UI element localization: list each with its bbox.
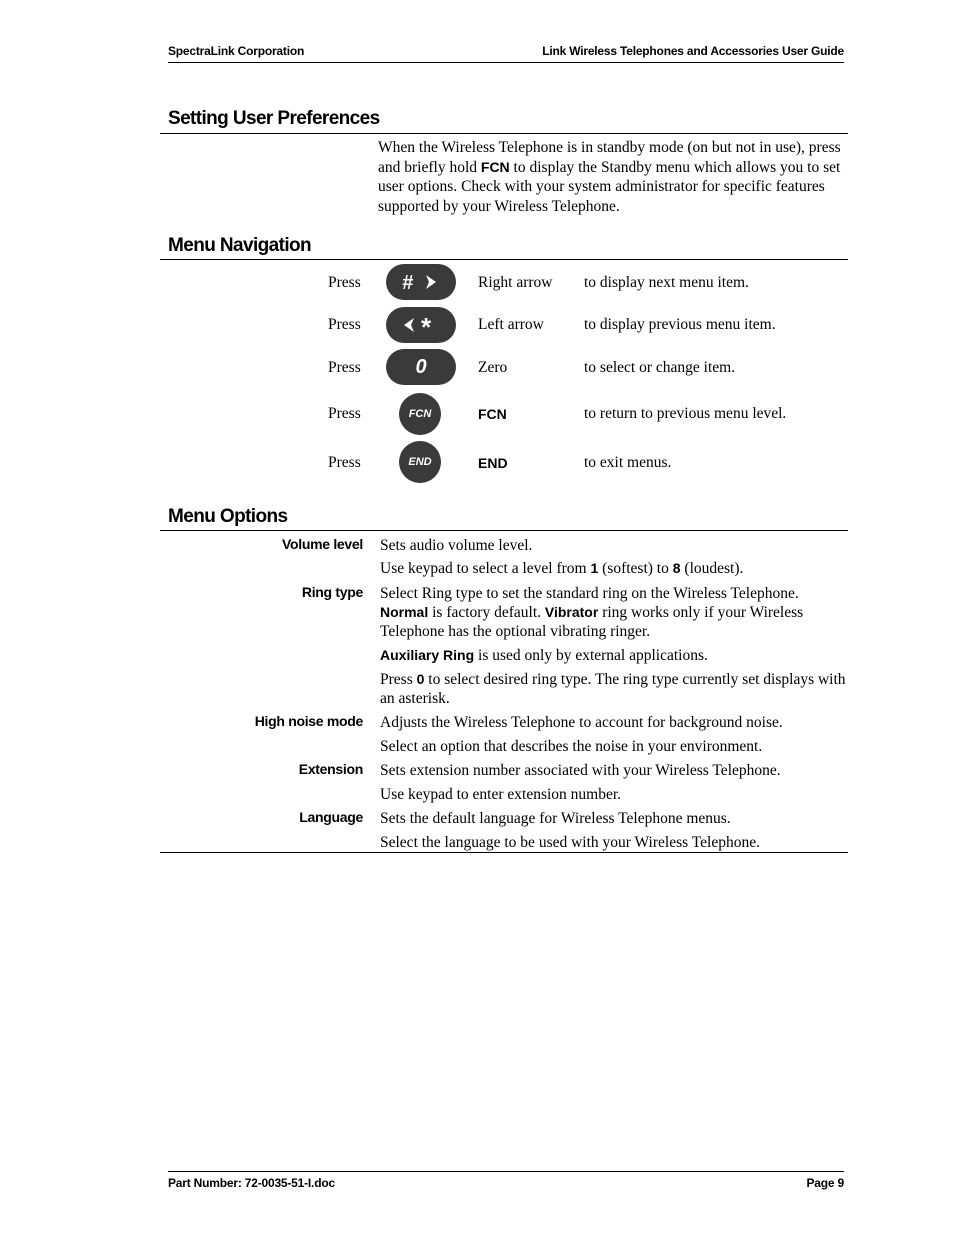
header-company: SpectraLink Corporation [168, 44, 305, 58]
end-key-icon: END [399, 441, 441, 483]
star-left-arrow-key-icon [386, 307, 456, 343]
key-name: FCN [478, 406, 507, 422]
option-label-language: Language [299, 809, 363, 825]
section-rule [160, 259, 848, 260]
press-label: Press [328, 454, 361, 471]
table-bottom-rule [160, 852, 848, 853]
zero-key-icon: 0 [386, 349, 456, 385]
option-text-noise-2: Select an option that describes the noise in your environment. [380, 738, 763, 755]
press-label: Press [328, 316, 361, 333]
key-name: END [478, 455, 508, 471]
hash-right-arrow-key-icon [386, 264, 456, 300]
option-text-volume-1: Sets audio volume level. [380, 537, 533, 554]
option-text-extension-2: Use keypad to enter extension number. [380, 786, 622, 803]
option-text-extension-1: Sets extension number associated with your Wireless Telephone. [380, 762, 781, 779]
hash-glyph: # [402, 272, 414, 294]
section-rule [160, 133, 848, 134]
page-header [168, 44, 844, 63]
footer-page-number: Page 9 [806, 1176, 844, 1190]
intro-paragraph: When the Wireless Telephone is in standby mode (on but not in use), press and briefly hold FCN to display the Standby menu which allows you to set user options. Check with your system administrator for specific features supported by your Wireless Telephone. [378, 139, 841, 215]
page-footer [168, 1171, 844, 1192]
section-rule [160, 530, 848, 531]
section-title-menu-options: Menu Options [168, 506, 288, 527]
star-glyph: * [421, 312, 432, 339]
section-title-menu-navigation: Menu Navigation [168, 235, 312, 256]
section-title-user-preferences: Setting User Preferences [168, 108, 380, 129]
option-label-volume: Volume level [282, 536, 363, 552]
press-label: Press [328, 274, 361, 291]
option-text-ring-3: Press 0 to select desired ring type. The ring type currently set displays with an asterisk. [380, 671, 846, 707]
press-label: Press [328, 359, 361, 376]
key-name: Left arrow [478, 316, 544, 333]
key-name: Zero [478, 359, 508, 376]
key-description: to select or change item. [584, 359, 736, 376]
header-guide-title: Link Wireless Telephones and Accessories User Guide [542, 44, 844, 58]
option-text-ring-1: Select Ring type to set the standard ring on the Wireless Telephone. Normal is factory default. Vibrator ring works only if your Wireless Telephone has the optional vibrating ringer. [380, 585, 804, 640]
fcn-key-icon: FCN [399, 393, 441, 435]
option-label-ring: Ring type [301, 584, 363, 600]
footer-part-number: Part Number: 72-0035-51-I.doc [168, 1176, 335, 1190]
option-text-language-2: Select the language to be used with your Wireless Telephone. [380, 834, 760, 851]
option-text-volume-2: Use keypad to select a level from 1 (softest) to 8 (loudest). [380, 560, 744, 577]
press-label: Press [328, 405, 361, 422]
option-label-extension: Extension [298, 761, 363, 777]
key-description: to exit menus. [584, 454, 672, 471]
key-name: Right arrow [478, 274, 553, 291]
fcn-key-text: FCN [480, 158, 510, 175]
option-text-ring-2: Auxiliary Ring is used only by external applications. [380, 647, 708, 664]
key-description: to return to previous menu level. [584, 405, 787, 422]
option-text-language-1: Sets the default language for Wireless Telephone menus. [380, 810, 731, 827]
option-text-noise-1: Adjusts the Wireless Telephone to account for background noise. [380, 714, 783, 731]
key-description: to display next menu item. [584, 274, 749, 291]
key-description: to display previous menu item. [584, 316, 776, 333]
option-label-noise: High noise mode [254, 713, 363, 729]
